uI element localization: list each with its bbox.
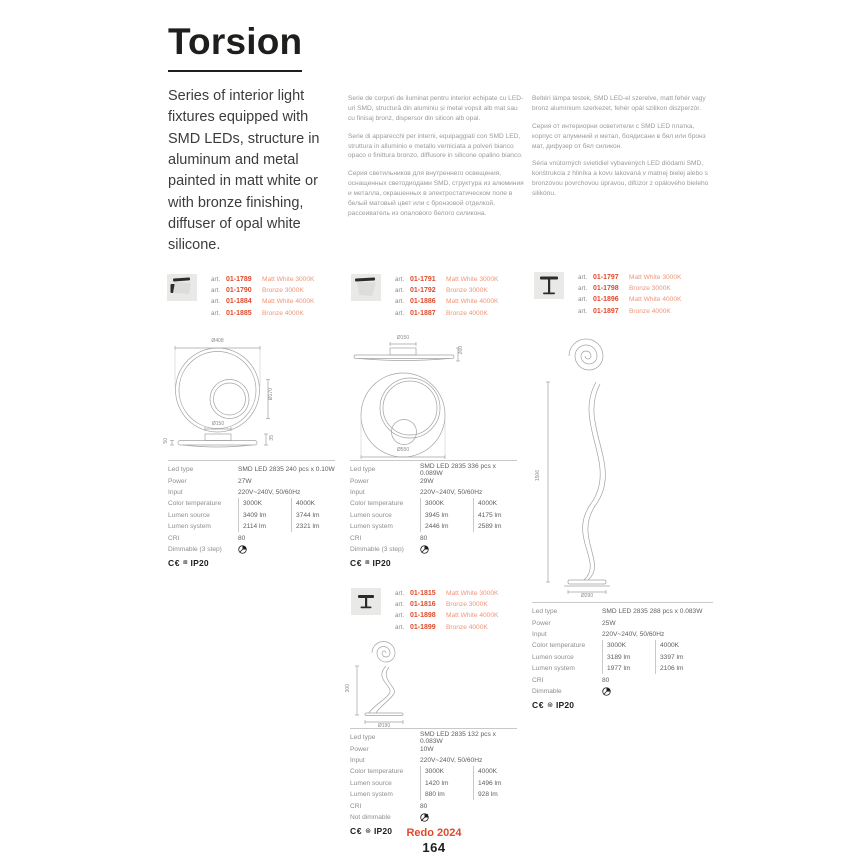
dim-canopy-diameter: Ø150 (211, 421, 225, 427)
article-code: 01-1898 (410, 612, 436, 620)
article-finish: Bronze 4000K (262, 309, 304, 317)
article-list-ceiling-408 (211, 276, 314, 321)
spec-row-color-temperature: Color temperature 3000K 4000K (350, 498, 517, 509)
article-row (395, 310, 498, 318)
certification-row (168, 558, 335, 568)
spec-row-color-temperature: Color temperature 3000K 4000K (532, 640, 713, 651)
article-finish: Bronze 3000K (446, 287, 488, 295)
descriptions-column-2 (532, 94, 714, 207)
dim-height: 260 (458, 346, 464, 355)
description-ru: Серия светильников для внутреннего освещения, оснащенных светодиодами SMD, структура из алюминия и металла, окрашенных в электростатическом поле в белый матовый цвет или с бронзовой отделкой, рассеиватель из опалового белого силикона. (348, 170, 524, 217)
dim-canopy-diameter: Ø150 (396, 335, 410, 341)
description-bg: Серия от интериорни осветители с SMD LED платка, корпус от алуминий и метал, боядисани в бял или бронз мат, дифузер от бял силикон. (532, 122, 706, 150)
spec-row-lumen-system: Lumen system 2114 lm 2321 lm (168, 521, 335, 532)
product-thumbnail-floor-lamp (534, 272, 564, 299)
spec-row-color-temperature: Color temperature 3000K 4000K (350, 766, 517, 777)
article-finish: Matt White 3000K (629, 274, 682, 281)
art-label: art. (395, 276, 405, 283)
product-thumbnail-ceiling-550 (351, 274, 381, 301)
descriptions-column-1 (348, 94, 524, 227)
dim-inner-diameter: Ø170 (268, 388, 274, 401)
spec-row-lumen-source: Lumen source 3945 lm 4175 lm (350, 510, 517, 521)
art-label: art. (395, 287, 405, 295)
ip-rating: IP20 (555, 700, 575, 711)
dim-base-diameter: Ø290 (580, 593, 594, 599)
article-finish: Matt White 4000K (446, 612, 499, 620)
spec-row-cri: CRI 80 (168, 534, 246, 542)
article-code: 01-1789 (226, 276, 252, 283)
spec-row-input: Input 220V~240V, 50/60Hz (350, 488, 483, 496)
spec-row-dimmable: Dimmable (3 step) (350, 544, 517, 555)
technical-drawing-floor-lamp (528, 330, 645, 600)
article-row (395, 612, 498, 620)
spec-row-lumen-source: Lumen source 3189 lm 3397 lm (532, 652, 713, 663)
spec-row-dimmable: Dimmable (3 step) (168, 544, 335, 555)
dim-height: 1506 (535, 470, 541, 482)
spec-row-lumen-system: Lumen system 880 lm 928 lm (350, 789, 517, 800)
article-finish: Matt White 3000K (446, 590, 499, 597)
article-row (211, 287, 314, 295)
ce-mark: C€ (350, 826, 363, 837)
certification-row (532, 700, 713, 710)
footer-page-number: 164 (422, 840, 446, 855)
spec-row-power: Power 25W (532, 619, 616, 627)
dim-height: 35 (269, 435, 275, 441)
art-label: art. (578, 307, 588, 315)
dimmer-icon (602, 687, 611, 696)
article-finish: Bronze 4000K (446, 623, 488, 631)
certification-row (350, 558, 517, 568)
article-list-floor-lamp (578, 274, 681, 319)
article-finish: Bronze 3000K (262, 287, 304, 295)
insulation-class-icon: ⊛ (547, 702, 553, 710)
ip-rating: IP20 (373, 826, 393, 837)
dim-outer-diameter: Ø408 (211, 338, 224, 344)
spec-row-dimmable: Dimmable (532, 686, 713, 697)
dimmer-crossed-icon (420, 813, 429, 822)
intro-paragraph-en: Series of interior light fixtures equipped with SMD LEDs, structure in aluminum and metal painted in matt white or with bronze finishing, diffuser of opal white silicone. (168, 88, 320, 254)
article-finish: Bronze 3000K (629, 285, 671, 293)
ip-rating: IP20 (190, 558, 209, 569)
dim-height: 300 (345, 684, 351, 693)
article-list-table-lamp (395, 590, 498, 635)
art-label: art. (395, 298, 405, 306)
article-code: 01-1885 (226, 309, 252, 317)
spec-row-led-type: Led type SMD LED 2835 240 pcs x 0.10W (168, 466, 335, 474)
article-finish: Matt White 4000K (446, 298, 499, 306)
article-code: 01-1886 (410, 298, 436, 306)
article-code: 01-1884 (226, 298, 252, 306)
article-row (211, 276, 314, 284)
spec-table-ceiling-408 (168, 460, 335, 568)
article-row (578, 285, 681, 293)
spec-row-led-type: Led type SMD LED 2835 132 pcs x 0.083W (350, 730, 496, 745)
spec-table-floor-lamp (532, 602, 713, 710)
description-sk: Séria vnútorných svietidiel vybavených LED diódami SMD, konštrukcia z hliníka a kovu lakovaná v matnej bielej alebo s bronzovou povrchovou úpravou, difúzor z opálového bieleho silikónu. (532, 160, 709, 198)
article-finish: Bronze 4000K (446, 309, 488, 317)
art-label: art. (211, 287, 221, 295)
article-row (395, 624, 498, 632)
spec-row-cri: CRI 80 (350, 802, 428, 810)
art-label: art. (395, 590, 405, 597)
ce-mark: C€ (168, 558, 181, 569)
article-code: 01-1790 (226, 287, 252, 295)
article-code: 01-1897 (593, 307, 619, 315)
art-label: art. (578, 296, 588, 304)
spec-row-lumen-source: Lumen source 3409 lm 3744 lm (168, 510, 335, 521)
insulation-class-icon: ⧈ (365, 559, 370, 567)
ce-mark: C€ (350, 558, 363, 569)
page-title: Torsion (168, 22, 302, 72)
article-code: 01-1896 (593, 296, 619, 304)
spec-table-table-lamp (350, 728, 517, 836)
spec-row-lumen-source: Lumen source 1420 lm 1496 lm (350, 778, 517, 789)
article-code: 01-1816 (410, 601, 436, 609)
article-row (211, 298, 314, 306)
article-finish: Matt White 3000K (446, 276, 499, 283)
art-label: art. (395, 309, 405, 317)
technical-drawing-ceiling-408 (163, 338, 278, 456)
technical-drawing-table-lamp (345, 636, 467, 730)
article-code: 01-1797 (593, 274, 619, 281)
spec-table-ceiling-550 (350, 460, 517, 568)
dim-outer-diameter: Ø550 (396, 447, 410, 453)
art-label: art. (578, 274, 588, 281)
article-list-ceiling-550 (395, 276, 498, 321)
article-row (211, 310, 314, 318)
spec-row-color-temperature: Color temperature 3000K 4000K (168, 498, 335, 509)
article-row (395, 287, 498, 295)
ip-rating: IP20 (372, 558, 391, 569)
article-code: 01-1899 (410, 623, 436, 631)
insulation-class-icon: ⧈ (183, 559, 188, 567)
article-code: 01-1887 (410, 309, 436, 317)
spec-row-input: Input 220V~240V, 50/60Hz (168, 488, 301, 496)
spec-row-power: Power 27W (168, 477, 252, 485)
spec-row-led-type: Led type SMD LED 2835 336 pcs x 0.089W (350, 462, 496, 477)
article-finish: Matt White 4000K (629, 296, 682, 304)
article-row (578, 308, 681, 316)
article-row (395, 601, 498, 609)
art-label: art. (578, 285, 588, 293)
spec-row-lumen-system: Lumen system 2446 lm 2589 lm (350, 521, 517, 532)
spec-row-not-dimmable: Not dimmable (350, 812, 517, 823)
article-row (395, 276, 498, 284)
ce-mark: C€ (532, 700, 545, 711)
article-row (578, 274, 681, 282)
art-label: art. (395, 612, 405, 620)
art-label: art. (211, 298, 221, 306)
spec-row-power: Power 10W (350, 745, 434, 753)
spec-row-led-type: Led type SMD LED 2835 288 pcs x 0.083W (532, 608, 703, 616)
art-label: art. (395, 623, 405, 631)
article-code: 01-1792 (410, 287, 436, 295)
insulation-class-icon: ⊛ (365, 828, 371, 836)
footer-brand: Redo 2024 (406, 827, 462, 839)
art-label: art. (211, 276, 221, 283)
spec-row-cri: CRI 80 (350, 534, 428, 542)
spec-row-cri: CRI 80 (532, 676, 610, 684)
spec-row-input: Input 220V~240V, 50/60Hz (532, 630, 665, 638)
dimmer-icon (420, 545, 429, 554)
article-row (395, 590, 498, 598)
spec-row-input: Input 220V~240V, 50/60Hz (350, 756, 483, 764)
spec-row-power: Power 29W (350, 477, 434, 485)
dim-base-diameter: Ø190 (377, 723, 391, 729)
art-label: art. (395, 601, 405, 609)
article-code: 01-1815 (410, 590, 436, 597)
product-thumbnail-table-lamp (351, 588, 381, 615)
dim-depth: 50 (163, 438, 169, 444)
art-label: art. (211, 309, 221, 317)
product-thumbnail-ceiling-408 (167, 274, 197, 301)
technical-drawing-ceiling-550 (346, 336, 463, 460)
description-it: Serie di apparecchi per interni, equipaggiati con SMD LED, struttura in alluminio e metallo verniciata a polveri bianco opaco o finittura bronzo, diffusore in silicone opalino bianco. (348, 132, 523, 160)
article-finish: Matt White 4000K (262, 298, 315, 306)
dimmer-icon (238, 545, 247, 554)
article-row (395, 298, 498, 306)
article-finish: Bronze 3000K (446, 601, 488, 609)
article-code: 01-1798 (593, 285, 619, 293)
description-ro: Serie de corpuri de iluminat pentru interior echipate cu LED-uri SMD, structură din aluminiu și metal vopsit alb mat sau cu finisaj bronz, dispersor din silicon alb opal. (348, 95, 524, 122)
article-finish: Bronze 4000K (629, 307, 671, 315)
description-hu: Beltéri lámpa testek, SMD LED-el szerelve, matt fehér vagy bronz alumínium szerkezet, fehér opál szilikon diszperzór. (532, 95, 706, 112)
spec-row-lumen-system: Lumen system 1977 lm 2106 lm (532, 663, 713, 674)
article-row (578, 296, 681, 304)
article-finish: Matt White 3000K (262, 276, 315, 283)
article-code: 01-1791 (410, 276, 436, 283)
